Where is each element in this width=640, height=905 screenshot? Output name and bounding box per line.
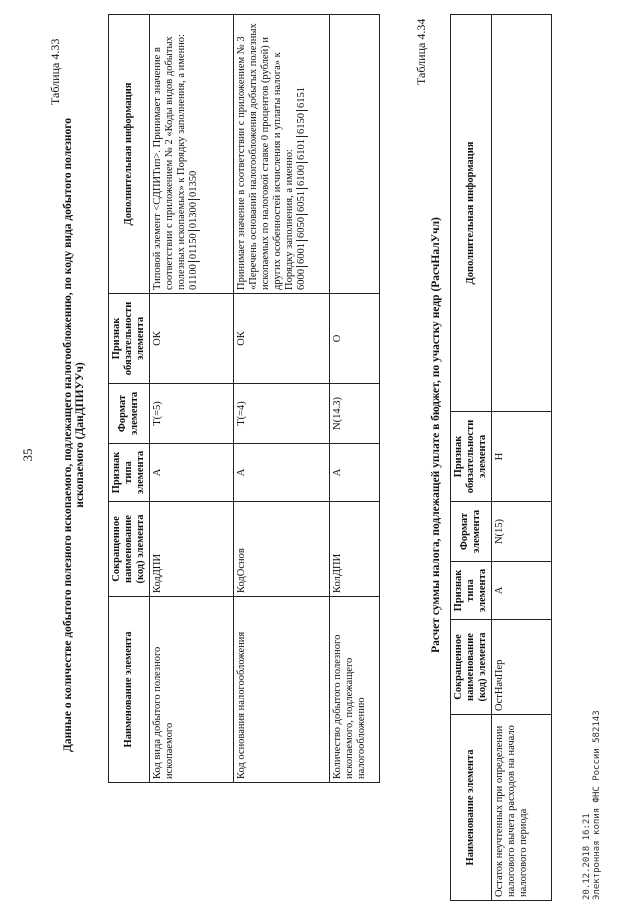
cell-type: А (150, 444, 234, 502)
code-value: 6150 (296, 111, 308, 137)
code-value: 6101 (296, 137, 308, 163)
cell-code: КодОснов (234, 502, 330, 597)
table2 (450, 14, 552, 901)
cell-name: Количество добытого полезного ископаемого, подлежащего налогообложению (330, 597, 380, 783)
stamp-line: 20.12.2018 16:21 (582, 813, 592, 900)
table-row (150, 15, 234, 783)
cell-type: А (234, 444, 330, 502)
code-value: 6001 (296, 241, 308, 267)
code-list (188, 18, 200, 290)
code-list (296, 18, 308, 290)
code-value: 6000 (296, 269, 307, 290)
col-header-code: Сокращенное наименование (код) элемента (451, 620, 492, 715)
print-stamp (582, 710, 602, 900)
table2-title: Расчет суммы налога, подлежащей уплате в бюджет, по участку недр (РасчНалУчл) (430, 217, 442, 653)
cell-required: ОК (150, 294, 234, 384)
cell-info (492, 15, 552, 412)
table1-title: Данные о количестве добытого полезного ископаемого, подлежащего налогообложению, по коду вида добытого полезного ископаемого (ДанДПИУУч) (62, 118, 86, 752)
code-value: 01350 (188, 169, 200, 200)
table-row (330, 15, 380, 783)
info-text: Принимает значение в соответствии с приложением № 3 «Перечень оснований налогообложения добытых полезных ископаемых по налоговой ставке 0 процентов (рублей) и других особенностей исчисления и уплаты налога» к Порядку заполнения, а именно: (236, 23, 295, 290)
cell-code: КодДПИ (150, 502, 234, 597)
col-header-name: Наименование элемента (109, 597, 150, 783)
cell-required: ОК (234, 294, 330, 384)
stamp-line: Электронная копия ФНС России 582143 (592, 710, 602, 900)
code-value: 01300 (188, 200, 200, 231)
cell-format: T(=5) (150, 384, 234, 444)
page-number: 35 (20, 448, 35, 462)
cell-format: N(15) (492, 502, 552, 562)
code-value: 6100 (296, 163, 308, 189)
code-value: 6050 (296, 215, 308, 241)
cell-type: А (330, 444, 380, 502)
col-header-info: Дополнительная информация (109, 15, 150, 294)
table2-label: Таблица 4.34 (414, 18, 428, 85)
code-value: 6151 (296, 85, 308, 111)
col-header-info: Дополнительная информация (451, 15, 492, 412)
info-text: Типовой элемент <СДПИТип>. Принимает значение в соответствии с приложением № 2 «Коды видов добытых полезных ископаемых» к Порядку заполнения, а именно: (152, 34, 187, 290)
cell-name: Код вида добытого полезного ископаемого (150, 597, 234, 783)
cell-code: ОстНачПер (492, 620, 552, 715)
code-value: 01150 (188, 231, 200, 262)
code-value: 6051 (296, 189, 308, 215)
cell-info (234, 15, 330, 294)
col-header-type: Признак типа элемента (109, 444, 150, 502)
table1-header-row (109, 15, 150, 783)
cell-code: КолДПИ (330, 502, 380, 597)
cell-type: А (492, 562, 552, 620)
col-header-type: Признак типа элемента (451, 562, 492, 620)
cell-name: Код основания налогообложения (234, 597, 330, 783)
cell-format: N(14.3) (330, 384, 380, 444)
code-value: 01100 (188, 264, 199, 290)
table-row (234, 15, 330, 783)
table1-label: Таблица 4.33 (48, 38, 62, 105)
cell-info (150, 15, 234, 294)
col-header-required: Признак обязательности элемента (451, 412, 492, 502)
col-header-format: Формат элемента (109, 384, 150, 444)
table-row (492, 15, 552, 901)
col-header-code: Сокращенное наименование (код) элемента (109, 502, 150, 597)
col-header-name: Наименование элемента (451, 715, 492, 901)
cell-format: T(=4) (234, 384, 330, 444)
table2-header-row (451, 15, 492, 901)
cell-required: О (330, 294, 380, 384)
cell-name: Остаток неучтенных при определении налогового вычета расходов на начало налогового периода (492, 715, 552, 901)
cell-required: Н (492, 412, 552, 502)
table1 (108, 14, 380, 783)
col-header-format: Формат элемента (451, 502, 492, 562)
col-header-required: Признак обязательности элемента (109, 294, 150, 384)
cell-info (330, 15, 380, 294)
